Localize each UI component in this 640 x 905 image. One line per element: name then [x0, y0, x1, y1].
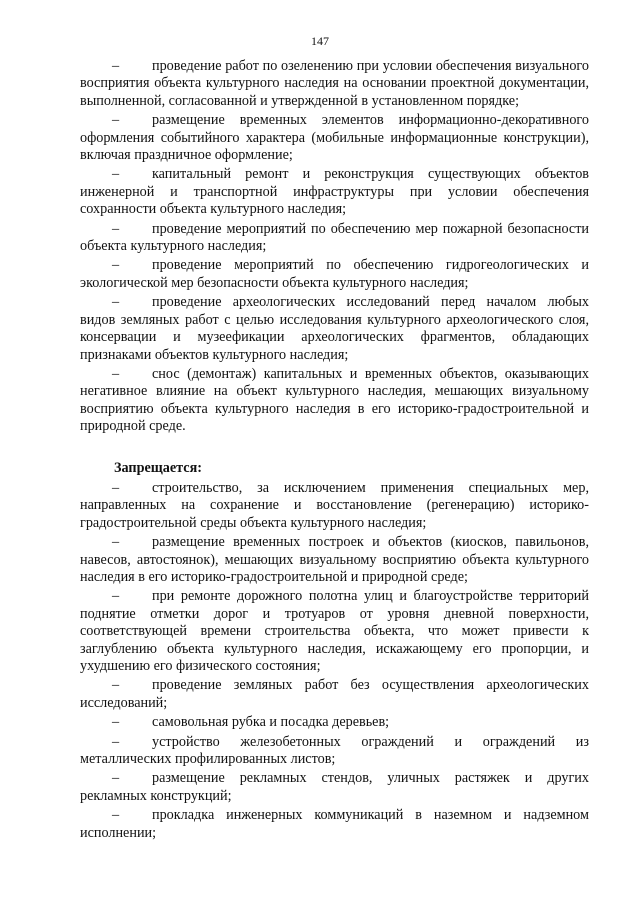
list-item-text: проведение земляных работ без осуществления археологических исследований; [80, 677, 589, 711]
dash-marker: – [112, 733, 120, 750]
list-item [80, 770, 589, 805]
page-number: 147 [311, 34, 329, 48]
list-item-text: прокладка инженерных коммуникаций в наземном и надземном исполнении; [80, 807, 589, 841]
list-item [80, 257, 589, 292]
dash-marker: – [112, 714, 120, 731]
section-heading: Запрещается: [114, 459, 202, 476]
dash-marker: – [112, 588, 120, 605]
list-item-text: самовольная рубка и посадка деревьев; [152, 714, 390, 731]
list-item [80, 58, 589, 110]
list-item [80, 366, 589, 436]
list-item-text: при ремонте дорожного полотна улиц и благоустройстве территорий поднятие отметки дорог и тротуаров от уровня дневной поверхности, соответствующей времени строительства объекта, что может привести к заглублению объекта культурного наследия, искажающему его пропорции, и ухудшению его физического состояния; [80, 588, 589, 674]
list-item [80, 221, 589, 256]
list-item [80, 734, 589, 769]
dash-marker: – [112, 677, 120, 694]
list-item-text: проведение работ по озеленению при условии обеспечения визуального восприятия объекта культурного наследия на основании проектной документации, выполненной, согласованной и утвержденной в установленном порядке; [80, 58, 589, 109]
dash-marker: – [112, 58, 120, 74]
dash-marker: – [112, 479, 120, 496]
list-item-text: проведение мероприятий по обеспечению гидрогеологических и экологической мер безопасности объекта культурного наследия; [80, 257, 589, 291]
list-item [80, 112, 589, 164]
list-item-text: снос (демонтаж) капитальных и временных объектов, оказывающих негативное влияние на объект культурного наследия, мешающих визуальному восприятию объекта культурного наследия в его историко-градостроительной и природной среде. [80, 365, 589, 435]
list-item [80, 677, 589, 712]
dash-marker: – [112, 807, 120, 824]
list-item-text: размещение рекламных стендов, уличных растяжек и других рекламных конструкций; [80, 770, 589, 804]
list-item [80, 294, 589, 364]
document-body [80, 58, 589, 844]
list-item [80, 480, 589, 532]
list-item-text: размещение временных построек и объектов (киосков, павильонов, навесов, автостоянок), мешающих визуальному восприятию объекта культурного наследия в его историко-градостроительной и природной среде; [80, 534, 589, 585]
dash-marker: – [112, 365, 120, 382]
list-item [80, 588, 589, 675]
list-item [80, 166, 589, 218]
list-item [80, 534, 589, 586]
dash-marker: – [112, 294, 120, 311]
list-item [80, 714, 589, 731]
list-item-text: капитальный ремонт и реконструкция существующих объектов инженерной и транспортной инфраструктуры при условии обеспечения сохранности объекта культурного наследия; [80, 166, 589, 218]
dash-marker: – [112, 112, 120, 129]
dash-marker: – [112, 257, 120, 274]
list-item [80, 807, 589, 842]
dash-marker: – [112, 770, 120, 787]
list-item-text: размещение временных элементов информационно-декоративного оформления событийного характера (мобильные информационные конструкции), включая праздничное оформление; [80, 112, 589, 164]
list-item-text: устройство железобетонных ограждений и ограждений из металлических профилированных листов; [80, 733, 589, 768]
dash-marker: – [112, 534, 120, 551]
list-item-text: проведение археологических исследований перед началом любых видов земляных работ с целью исследования культурного археологического слоя, консервации и музеефикации археологических фрагментов, обладающих признаками объектов культурного наследия; [80, 294, 589, 363]
dash-marker: – [112, 220, 120, 237]
list-item-text: проведение мероприятий по обеспечению мер пожарной безопасности объекта культурного наследия; [80, 220, 589, 255]
list-item-text: строительство, за исключением применения специальных мер, направленных на сохранение и восстановление (регенерацию) историко-градостроительной среды объекта культурного наследия; [80, 479, 589, 531]
section-spacer [80, 438, 589, 460]
dash-marker: – [112, 166, 120, 183]
